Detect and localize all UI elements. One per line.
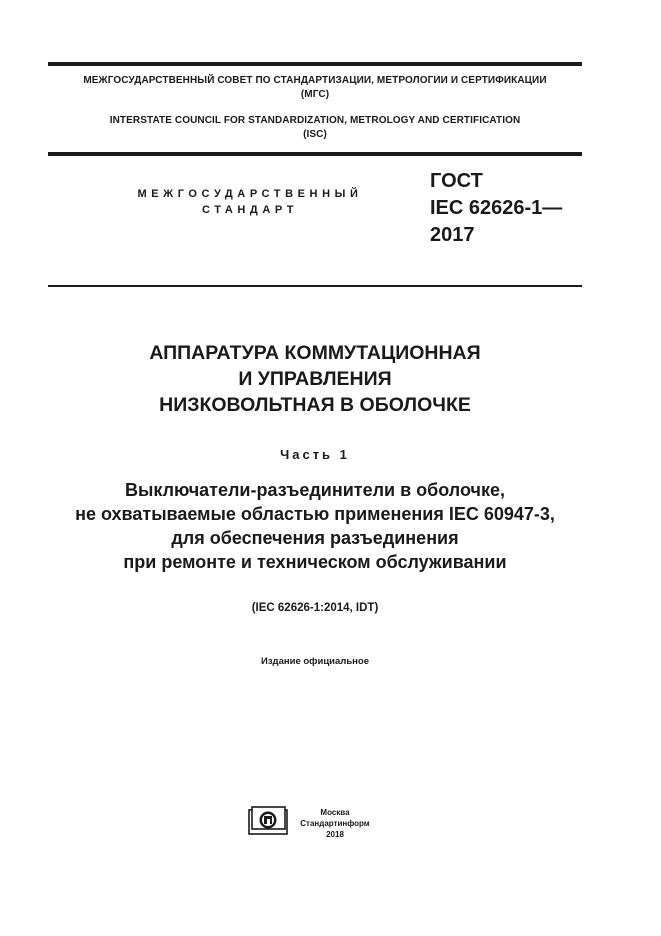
- standard-kind-line1: МЕЖГОСУДАРСТВЕННЫЙ: [137, 188, 363, 200]
- title-line2: И УПРАВЛЕНИЯ: [238, 368, 392, 390]
- publisher-name: Стандартинформ: [300, 819, 370, 828]
- publisher-imprint: [290, 807, 380, 840]
- designation-line2: IEC 62626-1—: [430, 197, 563, 219]
- subtitle-line4: при ремонте и техническом обслуживании: [123, 552, 507, 572]
- standard-kind-line2: СТАНДАРТ: [201, 204, 299, 216]
- title-line1: АППАРАТУРА КОММУТАЦИОННАЯ: [149, 342, 481, 364]
- document-subtitle: [48, 478, 582, 574]
- standard-designation: [430, 168, 562, 249]
- iec-reference: (IEC 62626-1:2014, IDT): [251, 602, 379, 614]
- standard-kind: [110, 186, 390, 218]
- subtitle-line1: Выключатели-разъединители в оболочке,: [124, 480, 506, 500]
- council-abbr-en: (ISC): [303, 129, 327, 140]
- council-rule: [48, 152, 582, 156]
- part-label: Часть 1: [280, 447, 350, 462]
- top-rule: [48, 62, 582, 66]
- council-name-en: INTERSTATE COUNCIL FOR STANDARDIZATION, METROLOGY AND CERTIFICATION: [109, 115, 521, 126]
- document-title: [48, 340, 582, 418]
- council-abbr-ru: (МГС): [300, 89, 330, 100]
- council-name-ru: МЕЖГОСУДАРСТВЕННЫЙ СОВЕТ ПО СТАНДАРТИЗАЦИИ, МЕТРОЛОГИИ И СЕРТИФИКАЦИИ: [83, 75, 547, 86]
- publisher-year: 2018: [326, 830, 344, 839]
- designation-line3: 2017: [430, 224, 475, 246]
- designation-rule: [48, 285, 582, 287]
- edition-note: Издание официальное: [261, 656, 369, 667]
- publisher-city: Москва: [320, 808, 350, 817]
- designation-line1: ГОСТ: [430, 170, 483, 192]
- council-header: [48, 74, 582, 102]
- subtitle-line3: для обеспечения разъединения: [171, 528, 459, 548]
- council-header-en: [48, 114, 582, 142]
- subtitle-line2: не охватываемые областью применения IEC 60947-3,: [75, 504, 555, 524]
- title-line3: НИЗКОВОЛЬТНАЯ В ОБОЛОЧКЕ: [159, 394, 471, 416]
- standartinform-logo-icon: [248, 806, 288, 836]
